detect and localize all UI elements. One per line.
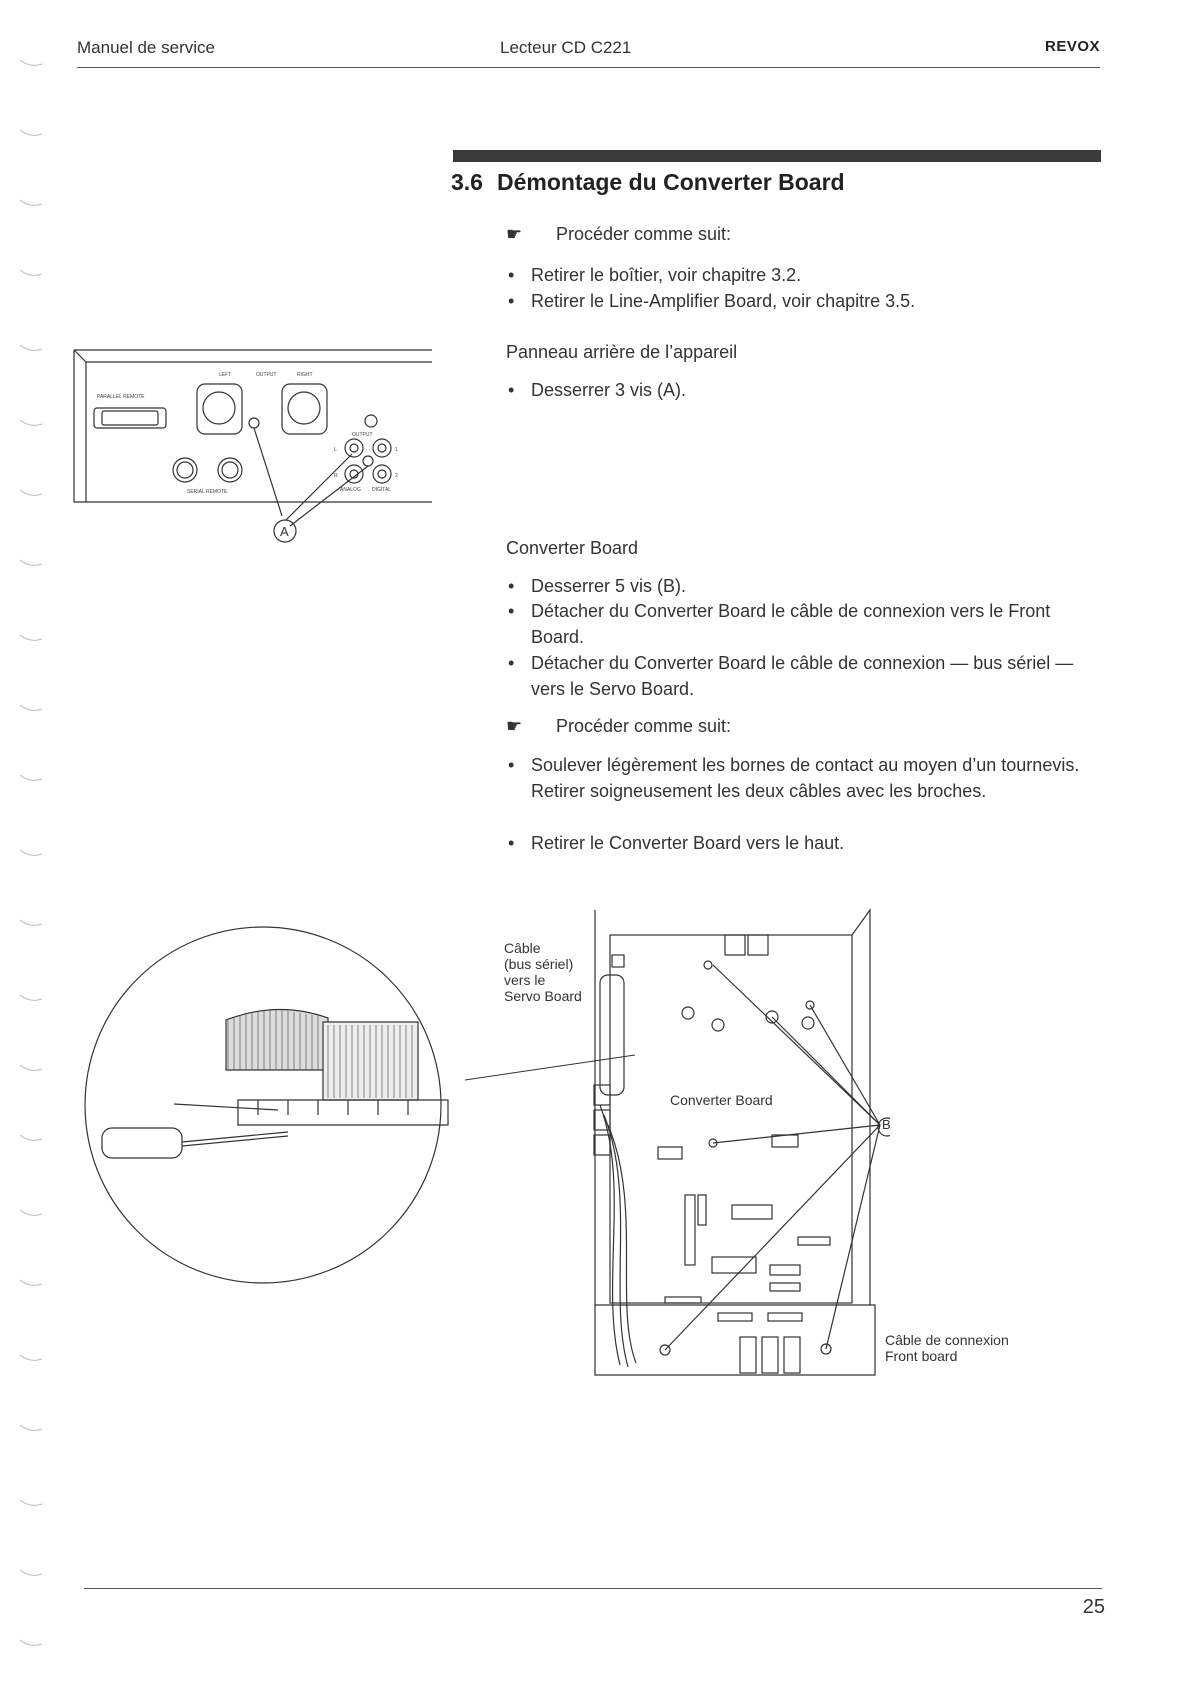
label-1: 1 xyxy=(395,447,398,453)
label-l: L xyxy=(334,447,337,453)
cable-front-line: Câble de connexion xyxy=(885,1332,1009,1348)
header-product-name: Lecteur CD C221 xyxy=(500,38,632,57)
board-label: Converter Board xyxy=(670,1092,773,1108)
label-analog: ANALOG xyxy=(340,487,361,493)
callout-a: A xyxy=(280,524,289,539)
label-output: OUTPUT xyxy=(256,372,277,378)
hand-instruction-text: Procéder comme suit: xyxy=(556,224,732,244)
binding-marks xyxy=(18,0,48,1683)
header-rule xyxy=(77,67,1100,68)
section-title-text: Démontage du Converter Board xyxy=(496,169,845,195)
detail-magnifier-diagram xyxy=(78,910,478,1310)
label-parallel-remote: PARALLEL REMOTE xyxy=(97,394,145,400)
footer-rule xyxy=(84,1588,1102,1589)
header-manual-title: Manuel de service xyxy=(77,38,215,57)
cable-servo-line: vers le xyxy=(504,972,546,988)
hand-instruction-1 xyxy=(506,224,731,245)
label-output-small: OUTPUT xyxy=(352,432,373,438)
converter-board-diagram xyxy=(590,905,890,1385)
cable-servo-line: Servo Board xyxy=(504,988,582,1004)
list-item: • Retirer le boîtier, voir chapitre 3.2. xyxy=(505,262,1091,288)
section-bar xyxy=(453,150,1101,162)
callout-b: B xyxy=(882,1117,891,1132)
label-2: 2 xyxy=(395,473,398,479)
list-item: • Desserrer 5 vis (B). xyxy=(505,573,1091,599)
cable-front-line: Front board xyxy=(885,1348,958,1364)
cable-servo-label xyxy=(504,940,582,1004)
hand-instruction-2 xyxy=(506,716,731,737)
page-number: 25 xyxy=(1082,1596,1105,1618)
rear-panel-heading: Panneau arrière de l’appareil xyxy=(506,342,738,362)
cable-front-label xyxy=(885,1332,1009,1364)
label-r: R xyxy=(334,473,338,479)
cable-servo-line: Câble xyxy=(504,940,541,956)
rear-panel-diagram xyxy=(72,348,434,548)
list-item: • Détacher du Converter Board le câble de connexion vers le Front Board. xyxy=(505,598,1091,650)
converter-heading: Converter Board xyxy=(506,538,639,558)
label-digital: DIGITAL xyxy=(372,487,392,493)
section-number: 3.6 xyxy=(451,169,483,195)
header-brand-logo: REVOX xyxy=(1044,38,1100,55)
list-item: • Retirer le Converter Board vers le haut. xyxy=(505,830,1091,856)
hand-instruction-text: Procéder comme suit: xyxy=(556,716,732,736)
pointing-hand-icon: ☛ xyxy=(506,716,523,736)
list-item: • Détacher du Converter Board le câble de connexion — bus sériel — vers le Servo Board. xyxy=(505,650,1091,702)
list-item: • Soulever légèrement les bornes de contact au moyen d’un tournevis. Retirer soigneusement les deux câbles avec les broches. xyxy=(505,752,1091,804)
section-title xyxy=(451,169,845,196)
label-serial-remote: SERIAL REMOTE xyxy=(187,489,228,495)
label-left: LEFT xyxy=(219,372,232,378)
list-item: • Retirer le Line-Amplifier Board, voir chapitre 3.5. xyxy=(505,288,1091,314)
cable-servo-line: (bus sériel) xyxy=(504,956,574,972)
list-item: • Desserrer 3 vis (A). xyxy=(505,377,1091,403)
pointing-hand-icon: ☛ xyxy=(506,224,523,244)
label-right: RIGHT xyxy=(297,372,313,378)
